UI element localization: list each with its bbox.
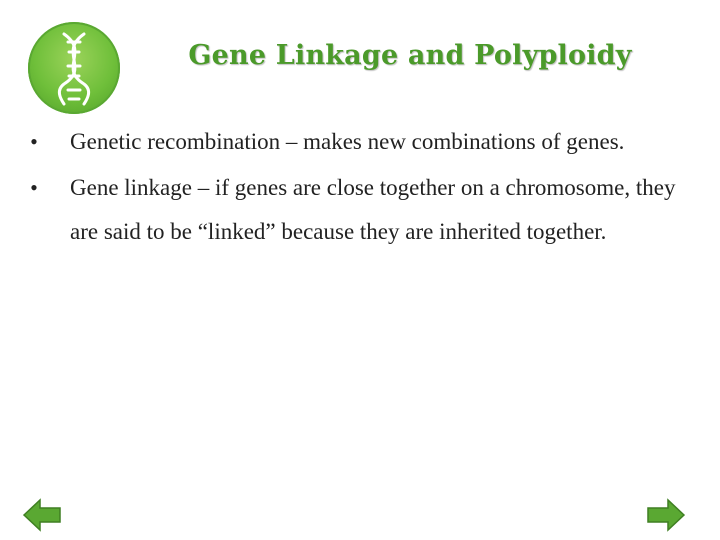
bullet-text: Gene linkage – if genes are close together on a chromosome, they are said to be “linked” because they are inherited together.	[70, 175, 676, 244]
bullet-item-recombination	[24, 120, 694, 164]
slide-title: Gene Linkage and Polyploidy	[188, 40, 632, 71]
arrow-left-icon	[22, 498, 62, 532]
next-slide-button[interactable]	[646, 498, 686, 532]
bullet-text: Genetic recombination – makes new combinations of genes.	[70, 129, 625, 154]
bullet-symbol: •	[30, 175, 38, 200]
dna-logo	[28, 22, 120, 114]
bullet-item-linkage	[24, 166, 694, 254]
dna-icon	[28, 22, 120, 114]
bullet-list	[24, 120, 694, 256]
arrow-right-icon	[646, 498, 686, 532]
previous-slide-button[interactable]	[22, 498, 62, 532]
bullet-symbol: •	[30, 129, 38, 154]
